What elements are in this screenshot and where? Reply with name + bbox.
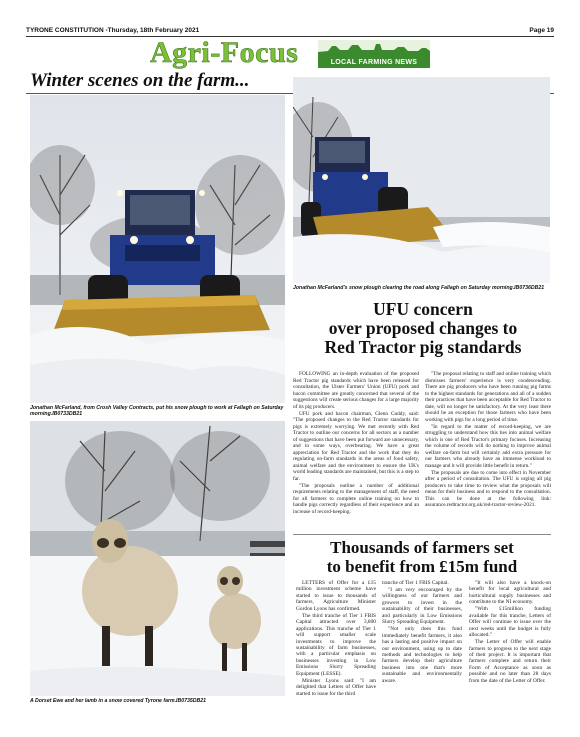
divider: [293, 534, 551, 535]
fund-headline-line-2: to benefit from £15m fund: [326, 557, 518, 576]
ufu-article-column-1: [293, 371, 419, 516]
fund-col3-paragraph: The Letter of Offer will enable farmers to progress to the next stage of their project. It is important that farmers complete and return their Form of Acceptance as soon as possible and no later than 28 days from the date of the Letter of Offer.: [469, 639, 551, 684]
farm-silhouette-icon: [318, 40, 430, 56]
ufu-col1-paragraph: "The proposals outline a number of additional requirements relating to the management of staff, the need for all farmers to complete online training on how to handle pigs correctly regardless of their experience and an increase of record-keeping.: [293, 482, 419, 515]
publication-line: TYRONE CONSTITUTION -Thursday, 18th February 2021: [26, 26, 200, 34]
photo-dorset-ewe-lamb: [30, 421, 285, 696]
fund-headline-line-1: Thousands of farmers set: [330, 538, 514, 557]
fund-article-column-2: [382, 580, 462, 685]
fund-col3-paragraph: "With £15million funding available for this tranche, Letters of Offer will continue to issue over the next weeks until the budget is fully allocated.": [469, 606, 551, 639]
photo-tractor-plough-left: [30, 95, 285, 403]
ufu-col2-paragraph: "The proposal relating to staff and online training which dismisses farmers' experience is very condescending. There are pig producers who have been running pig farms to the highest standards for generations and all of a sudden their practices that have been acceptable for Red Tractor to date, will no longer be satisfactory. At the very least there should be an exception for those farmers who have been working with pigs for a long period of time.: [425, 371, 551, 423]
ufu-col2-paragraph: "In regard to the matter of record-keeping, we are struggling to understand how this ties into animal welfare which is one of Red Tractor's primary focuses. Increasing the volume of records will do nothing to improve animal welfare on-farm but will certainly add extra pressure for our farmers who already have an immense workload to manage and it will provide little benefit in return.": [425, 423, 551, 469]
masthead-title: Agri-Focus: [150, 36, 299, 69]
ufu-col1-paragraph: FOLLOWING an in-depth evaluation of the proposed Red Tractor pig standards which have been released for consultation, the Ulster Farmers' Union (UFU) pork and bacon committee are greatly concerned that several of the suggestions will create serious changes for a large majority of its pig producers.: [293, 371, 419, 410]
ufu-headline-line-3: Red Tractor pig standards: [324, 337, 522, 357]
fund-col2-paragraph: "I am very encouraged by the willingness of our farmers and growers to invest in the sustainability of their businesses, and particularly in Low Emissions Slurry Spreading Equipment.: [382, 586, 462, 626]
fund-col3-paragraph: "It will also have a knock-on benefit for local agricultural and horticultural supply businesses and contribute to the NI economy.: [469, 580, 551, 606]
ufu-col1-paragraph: UFU pork and bacon chairman, Glenn Cuddy, said: "The proposed changes to the Red Tractor standards for pigs is extremely worrying. We met recently with Red Tractor to outline our concerns for all sectors as a number of suggestions that have been put forward are unnecessary, and in some ways, overbearing. We have a great appreciation for Red Tractor and the work that they do regulating on-farm standards in the areas of food safety, animal welfare and the environment to ensure the UK's world leading standards are maintained, but this is a step to far.: [293, 410, 419, 482]
ufu-col2-paragraph: The proposals are due to come into effect in November after a period of consultation. The UFU is urging all pig producers to take time to review what the proposals will mean for their business and to respond to the consultation. This can be done at the following link: assurance.redtractor.org.uk/red-tractor-review-2021.: [425, 469, 551, 508]
masthead-band: LOCAL FARMING NEWS: [318, 56, 430, 68]
caption-left-photo: Jonathan McFarland, from Crosh Valley Contracts, put his snow plough to work at Fallagh on Saturday morning.IB0733DB21: [30, 405, 284, 418]
fund-col2-paragraph: tranche of Tier 1 FBIS Capital.: [382, 580, 449, 586]
fund-col2-paragraph: "Not only does this fund immediately benefit farmers, it also has a lasting and positive impact on our environment, using up to date methods and technologies to help farmers develop their agriculture business into one that's more sustainable and environmentally aware.: [382, 626, 462, 684]
ufu-article-column-2: [425, 371, 551, 509]
caption-sheep-photo: A Dorset Ewe and her lamb in a snow covered Tyrone farm.IB0735DB21: [30, 698, 207, 704]
fund-col1-paragraph: Minister Lyons said: "I am delighted that Letters of Offer have started to issue for the third: [296, 677, 376, 697]
ufu-headline: [296, 300, 550, 357]
fund-headline: [293, 538, 551, 576]
photo-tractor-plough-right: [293, 77, 550, 283]
winter-section-title: Winter scenes on the farm...: [30, 70, 250, 91]
caption-right-photo: Jonathan McFarland's snow plough clearing the road along Fallagh on Saturday morning.IB0736DB21: [293, 285, 545, 291]
fund-article-column-3: [469, 580, 551, 685]
page-number: Page 19: [529, 26, 554, 34]
fund-article-column-1: [296, 580, 376, 698]
fund-col1-paragraph: LETTERS of Offer for a £15 million investment scheme have started to issue to thousands of farmers, Agriculture Minister Gordon Lyons has confirmed.: [296, 580, 376, 612]
fund-col1-paragraph: The third tranche of Tier 1 FBIS Capital attracted over 3,800 applications. This tranche of Tier 1 will support smaller scale investments to improve the sustainability of farm businesses, with a particular emphasis on businesses investing in Low Emissions Slurry Spreading Equipment (LESSE).: [296, 612, 376, 677]
ufu-headline-line-1: UFU concern: [373, 299, 473, 319]
ufu-headline-line-2: over proposed changes to: [328, 318, 518, 338]
masthead: [150, 38, 430, 70]
